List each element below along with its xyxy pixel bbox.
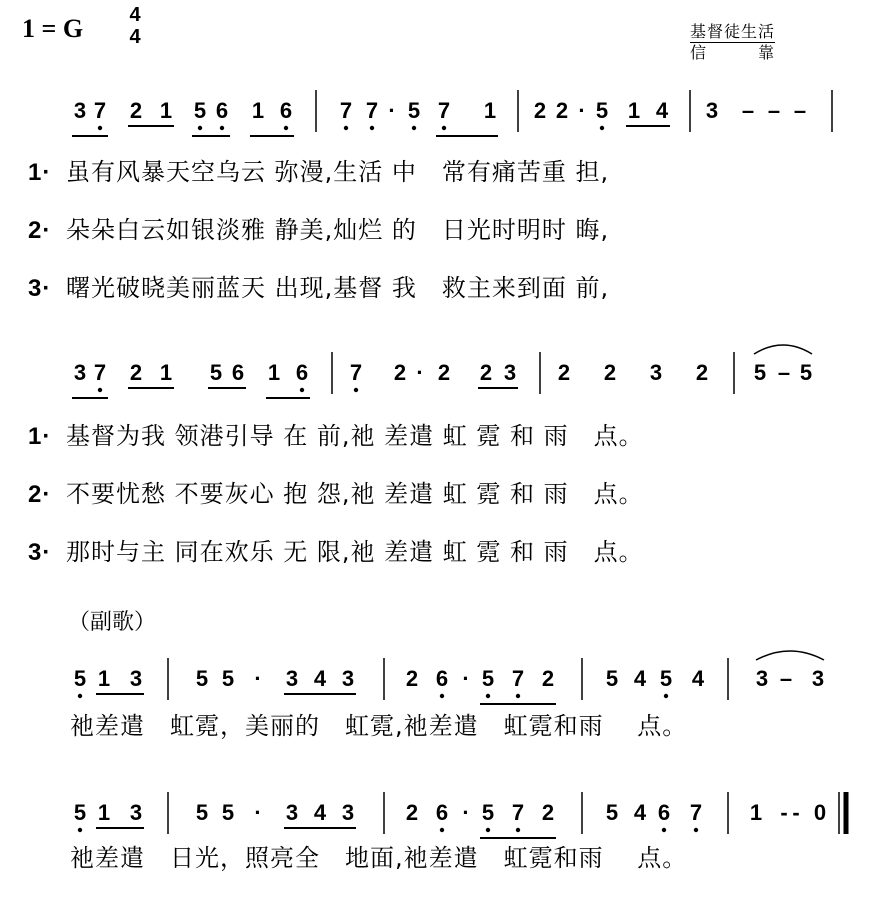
octave-dot xyxy=(370,126,374,130)
note: 2 xyxy=(129,360,143,385)
note: 2 xyxy=(405,666,419,691)
octave-dot xyxy=(198,126,202,130)
note: 3 xyxy=(341,800,355,825)
note: 7 xyxy=(511,800,525,825)
source-title: 基督徒生活 xyxy=(690,22,776,41)
note: 7 xyxy=(93,360,107,385)
octave-dot xyxy=(354,388,358,392)
note: 3 xyxy=(705,98,719,123)
octave-dot xyxy=(694,828,698,832)
note: 2 xyxy=(437,360,451,385)
note: 5 xyxy=(73,666,87,691)
note: 7 xyxy=(339,98,353,123)
octave-dot xyxy=(300,388,304,392)
note: · xyxy=(254,800,262,825)
note: 5 xyxy=(605,800,619,825)
note: – xyxy=(777,360,791,385)
octave-dot xyxy=(440,828,444,832)
note: 4 xyxy=(691,666,705,691)
note: 4 xyxy=(633,666,647,691)
note: 5 xyxy=(753,360,767,385)
verse-2a: 2· 朵朵白云如银淡雅 静美,灿烂 的 日光时明时 晦, xyxy=(28,216,610,244)
note: 2 xyxy=(405,800,419,825)
octave-dot xyxy=(98,388,102,392)
octave-dot xyxy=(664,694,668,698)
note: 6 xyxy=(279,98,293,123)
octave-dot xyxy=(516,828,520,832)
note: 1 xyxy=(159,360,173,385)
octave-dot xyxy=(486,694,490,698)
chorus-label: （副歌） xyxy=(68,610,157,635)
note: 5 xyxy=(799,360,813,385)
note: 2 xyxy=(603,360,617,385)
note: 1 xyxy=(251,98,265,123)
note: 4 xyxy=(655,98,669,123)
octave-dot xyxy=(284,126,288,130)
tie xyxy=(756,651,824,660)
note: 3 xyxy=(341,666,355,691)
note: 3 xyxy=(129,666,143,691)
note: 3 xyxy=(129,800,143,825)
octave-dot xyxy=(220,126,224,130)
note: 4 xyxy=(633,800,647,825)
note: 1 xyxy=(627,98,641,123)
note: · xyxy=(578,98,586,123)
note: 5 xyxy=(659,666,673,691)
octave-dot xyxy=(98,126,102,130)
note: 2 xyxy=(541,800,555,825)
note: – xyxy=(767,98,781,123)
note: 5 xyxy=(481,666,495,691)
note: 7 xyxy=(437,98,451,123)
note: 6 xyxy=(295,360,309,385)
time-signature-top: 4 xyxy=(129,4,141,26)
note: 7 xyxy=(511,666,525,691)
note: 2 xyxy=(479,360,493,385)
note: 4 xyxy=(313,666,327,691)
note: 5 xyxy=(221,666,235,691)
note: 3 xyxy=(503,360,517,385)
note: 1 xyxy=(749,800,763,825)
octave-dot xyxy=(412,126,416,130)
note: 7 xyxy=(689,800,703,825)
octave-dot xyxy=(344,126,348,130)
note: 5 xyxy=(595,98,609,123)
source-subtitle: 信 靠 xyxy=(690,43,776,62)
note: 3 xyxy=(811,666,825,691)
verse-2b: 2· 不要忧愁 不要灰心 抱 怨,祂 差遣 虹 霓 和 雨 点。 xyxy=(28,480,644,508)
verse-1a: 1· 虽有风暴天空乌云 弥漫,生活 中 常有痛苦重 担, xyxy=(28,158,610,186)
note: 3 xyxy=(285,666,299,691)
note: 7 xyxy=(349,360,363,385)
note: · xyxy=(254,666,262,691)
octave-dot xyxy=(662,828,666,832)
note: 5 xyxy=(195,666,209,691)
note: 5 xyxy=(209,360,223,385)
note: 1 xyxy=(97,800,111,825)
octave-dot xyxy=(442,126,446,130)
note: · xyxy=(462,800,470,825)
note: 1 xyxy=(483,98,497,123)
note: 2 xyxy=(533,98,547,123)
note: 6 xyxy=(435,800,449,825)
note: 5 xyxy=(221,800,235,825)
chorus-lyric-1: 祂差遣 虹霓，美丽的 虹霓,祂差遣 虹霓和雨 点。 xyxy=(70,712,688,740)
note: 3 xyxy=(755,666,769,691)
note: 3 xyxy=(649,360,663,385)
note: 4 xyxy=(313,800,327,825)
verse-1b: 1· 基督为我 领港引导 在 前,祂 差遣 虹 霓 和 雨 点。 xyxy=(28,422,644,450)
note: 7 xyxy=(93,98,107,123)
note: 2 xyxy=(541,666,555,691)
note: - xyxy=(780,800,788,825)
note: 3 xyxy=(285,800,299,825)
octave-dot xyxy=(440,694,444,698)
note: 6 xyxy=(231,360,245,385)
note: 1 xyxy=(267,360,281,385)
note: 2 xyxy=(695,360,709,385)
note: 2 xyxy=(129,98,143,123)
note: 3 xyxy=(73,98,87,123)
note: 3 xyxy=(73,360,87,385)
verse-3a: 3· 曙光破晓美丽蓝天 出现,基督 我 救主来到面 前, xyxy=(28,274,610,302)
note: 6 xyxy=(657,800,671,825)
note: 7 xyxy=(365,98,379,123)
verse-3b: 3· 那时与主 同在欢乐 无 限,祂 差遣 虹 霓 和 雨 点。 xyxy=(28,538,644,566)
octave-dot xyxy=(78,828,82,832)
octave-dot xyxy=(486,828,490,832)
note: · xyxy=(388,98,396,123)
octave-dot xyxy=(78,694,82,698)
note: – xyxy=(779,666,793,691)
note: 5 xyxy=(481,800,495,825)
note: 6 xyxy=(435,666,449,691)
octave-dot xyxy=(516,694,520,698)
octave-dot xyxy=(600,126,604,130)
note: – xyxy=(793,98,807,123)
note: – xyxy=(741,98,755,123)
note: - xyxy=(792,800,800,825)
key-signature: 1 = G xyxy=(22,14,84,43)
note: 5 xyxy=(407,98,421,123)
note: 1 xyxy=(97,666,111,691)
note: 5 xyxy=(73,800,87,825)
note: 2 xyxy=(557,360,571,385)
note: 5 xyxy=(605,666,619,691)
note: 2 xyxy=(393,360,407,385)
note: 0 xyxy=(813,800,827,825)
note: 5 xyxy=(195,800,209,825)
note: 1 xyxy=(159,98,173,123)
time-signature-bottom: 4 xyxy=(129,26,141,48)
note: · xyxy=(462,666,470,691)
tie xyxy=(754,345,812,354)
note: · xyxy=(416,360,424,385)
note: 5 xyxy=(193,98,207,123)
note: 2 xyxy=(555,98,569,123)
note: 6 xyxy=(215,98,229,123)
chorus-lyric-2: 祂差遣 日光，照亮全 地面,祂差遣 虹霓和雨 点。 xyxy=(70,844,688,872)
